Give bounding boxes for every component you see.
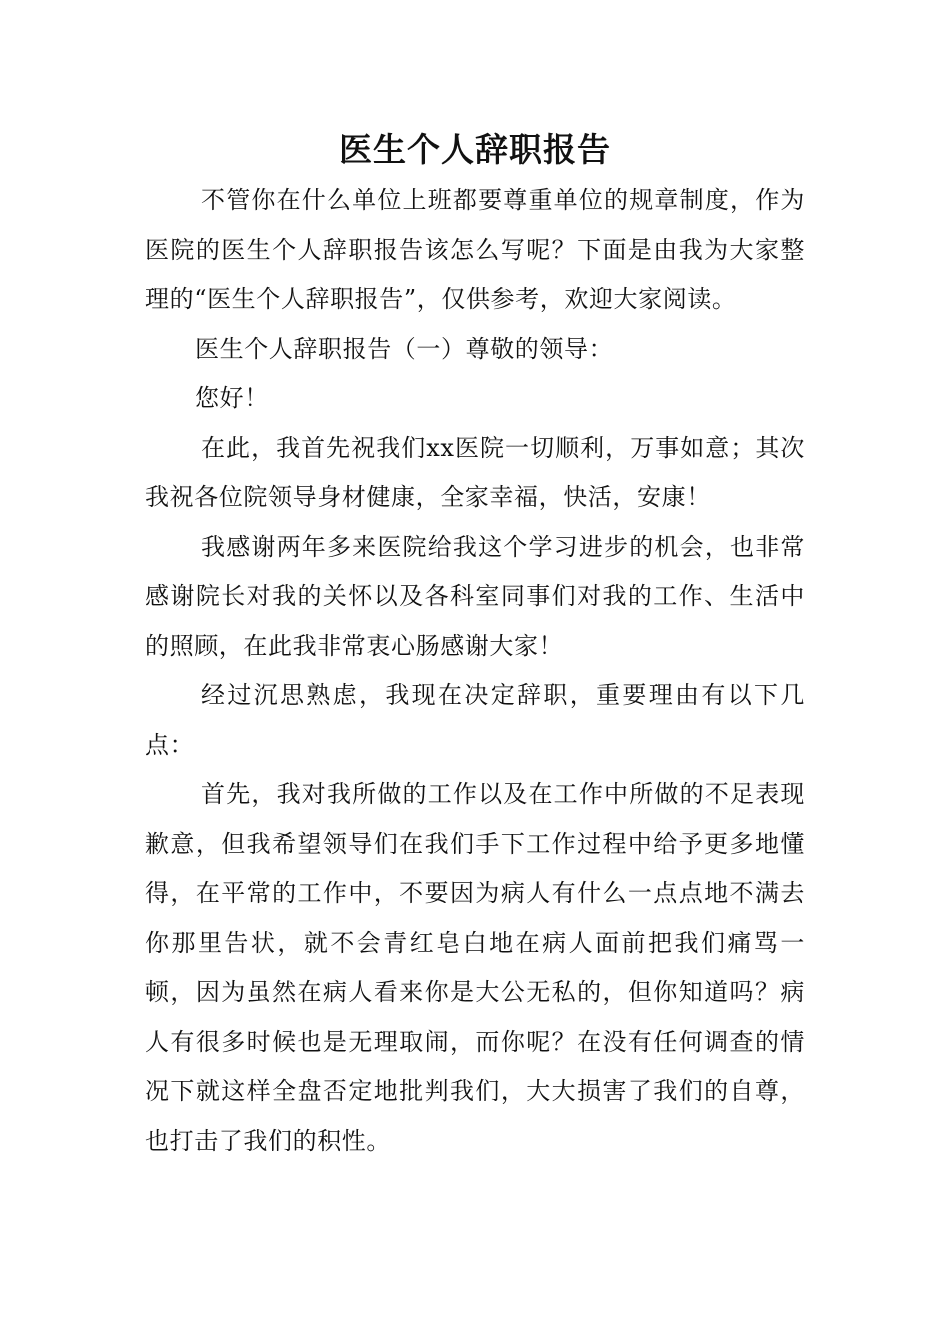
document-title: 医生个人辞职报告: [339, 130, 611, 169]
document-body: [145, 176, 805, 1166]
paragraph-reason-first: 首先，我对我所做的工作以及在工作中所做的不足表现歉意，但我希望领导们在我们手下工作过程中给予更多地懂得，在平常的工作中，不要因为病人有什么一点点地不满去你那里告状，就不会青红皂白地在病人面前把我们痛骂一顿，因为虽然在病人看来你是大公无私的，但你知道吗？病人有很多时候也是无理取闹，而你呢？在没有任何调查的情况下就这样全盘否定地批判我们，大大损害了我们的自尊，也打击了我们的积性。: [145, 780, 805, 1155]
paragraph-decision: 经过沉思熟虑，我现在决定辞职，重要理由有以下几点：: [145, 681, 805, 759]
paragraph-salutation: 医生个人辞职报告（一）尊敬的领导：: [195, 334, 614, 363]
paragraph-thanks: 我感谢两年多来医院给我这个学习进步的机会，也非常感谢院长对我的关怀以及各科室同事们对我的工作、生活中的照顾，在此我非常衷心肠感谢大家！: [145, 532, 805, 660]
paragraph-intro: 不管你在什么单位上班都要尊重单位的规章制度，作为医院的医生个人辞职报告该怎么写呢？下面是由我为大家整理的“医生个人辞职报告”，仅供参考，欢迎大家阅读。: [145, 186, 805, 313]
paragraph-wishes: 在此，我首先祝我们xx医院一切顺利，万事如意；其次我祝各位院领导身材健康，全家幸福，快活，安康！: [145, 433, 805, 511]
paragraph-greeting: 您好！: [195, 384, 269, 412]
